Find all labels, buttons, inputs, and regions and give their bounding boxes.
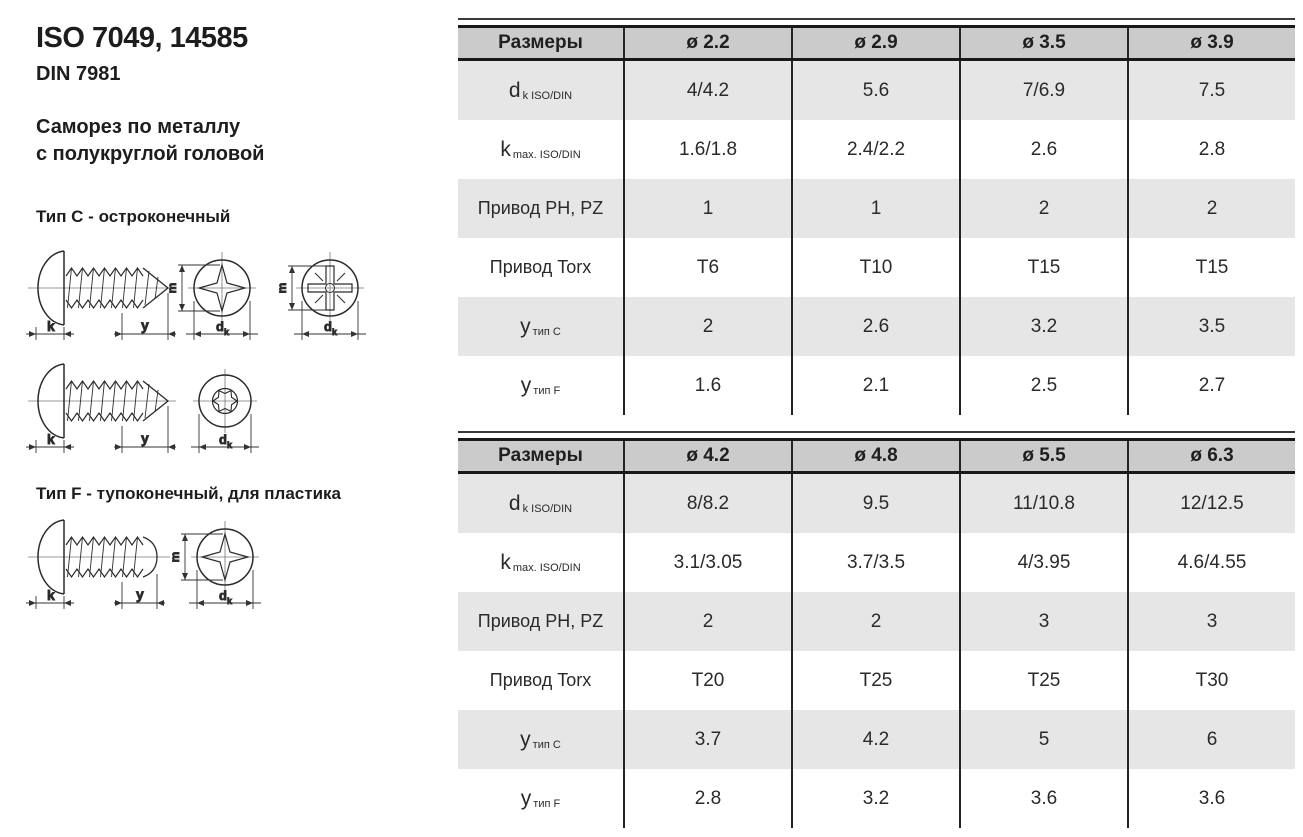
row-label-symbol: k — [500, 137, 511, 161]
header-cell-diameter: ø 5.5 — [959, 441, 1127, 471]
dim-label-y: y — [141, 317, 149, 333]
table-cell: 12/12.5 — [1127, 474, 1295, 533]
table-cell: T10 — [791, 238, 959, 297]
dim-label-y: y — [136, 586, 144, 602]
table-cell: 2 — [623, 592, 791, 651]
row-dk — [458, 474, 1295, 533]
table-cell: 3.2 — [791, 769, 959, 828]
table-cell: 2 — [1127, 179, 1295, 238]
table-cell: T25 — [791, 651, 959, 710]
row-label-subscript: тип C — [532, 738, 561, 751]
row-label-symbol: y — [520, 373, 532, 397]
table-cell: 1.6 — [623, 356, 791, 415]
row-label-symbol: y — [520, 786, 532, 810]
row-label — [458, 356, 623, 415]
table-cell: 2.6 — [791, 297, 959, 356]
product-subtitle — [36, 114, 264, 168]
row-label-symbol: y — [520, 314, 531, 338]
row-kmax — [458, 533, 1295, 592]
row-dk — [458, 61, 1295, 120]
header-cell-diameter: ø 3.5 — [959, 28, 1127, 58]
table-cell: 8/8.2 — [623, 474, 791, 533]
table-cell: 2.1 — [791, 356, 959, 415]
torx-screw-drawing — [30, 356, 290, 456]
row-label-symbol: y — [520, 727, 531, 751]
row-label-subscript: тип F — [533, 384, 561, 397]
dimension-k — [26, 318, 74, 340]
table-cell: 7.5 — [1127, 61, 1295, 120]
table-cell: 3 — [1127, 592, 1295, 651]
type-f-heading: Тип F - тупоконечный, для пластика — [36, 484, 341, 503]
row-label-text: Привод Torx — [489, 670, 592, 690]
table-cell: 4.6/4.55 — [1127, 533, 1295, 592]
table-cell: 2 — [791, 592, 959, 651]
row-label — [458, 297, 623, 356]
dim-label-d: d — [219, 432, 227, 447]
row-label-subscript: тип C — [532, 325, 561, 338]
row-kmax — [458, 120, 1295, 179]
header-cell-diameter: ø 6.3 — [1127, 441, 1295, 471]
table-cell: 3.1/3.05 — [623, 533, 791, 592]
drawing-type-f — [30, 512, 290, 617]
row-label-subscript: max. ISO/DIN — [512, 148, 581, 161]
dim-label-d-sub: k — [227, 440, 233, 450]
row-drive-ph-pz — [458, 179, 1295, 238]
table-cell: 5.6 — [791, 61, 959, 120]
row-label-symbol: d — [508, 491, 521, 515]
header-cell-sizes: Размеры — [498, 32, 583, 53]
row-label — [458, 179, 623, 238]
row-label-text: Привод PH, PZ — [477, 611, 604, 631]
table-cell: 1 — [623, 179, 791, 238]
dim-label-k: k — [47, 587, 55, 603]
row-label — [458, 592, 623, 651]
table-cell: T25 — [959, 651, 1127, 710]
table-cell: 2 — [623, 297, 791, 356]
dim-label-d-sub: k — [224, 327, 230, 337]
table-cell: 2.8 — [1127, 120, 1295, 179]
ph-head-view — [168, 521, 261, 609]
type-c-heading: Тип C - остроконечный — [36, 207, 231, 226]
dim-label-d-sub: k — [332, 327, 338, 337]
table-cell: 11/10.8 — [959, 474, 1127, 533]
dim-label-k: k — [47, 431, 55, 447]
table-cell: 1 — [791, 179, 959, 238]
dim-label-m: m — [275, 282, 289, 294]
dim-label-y: y — [141, 430, 149, 446]
dim-label-k: k — [47, 318, 55, 334]
page-title: ISO 7049, 14585 — [36, 22, 248, 54]
standard-din: DIN 7981 — [36, 63, 121, 85]
table-cell: 3.5 — [1127, 297, 1295, 356]
table-cell: T20 — [623, 651, 791, 710]
row-label — [458, 238, 623, 297]
dim-label-d: d — [216, 319, 224, 334]
product-subtitle-line1: Саморез по металлу — [36, 116, 241, 138]
row-drive-ph-pz — [458, 592, 1295, 651]
header-cell-diameter: ø 3.9 — [1127, 28, 1295, 58]
header-cell-diameter: ø 4.8 — [791, 441, 959, 471]
row-label — [458, 61, 623, 120]
row-label-text: Привод Torx — [489, 257, 592, 277]
row-label — [458, 710, 623, 769]
thread-bottom — [66, 569, 143, 577]
table-cell: 4/4.2 — [623, 61, 791, 120]
row-label-symbol: k — [500, 550, 511, 574]
row-y-type-c — [458, 710, 1295, 769]
row-label-subscript: тип F — [533, 797, 561, 810]
screw-side-view — [28, 251, 176, 325]
ph-head-view — [165, 252, 258, 340]
row-label — [458, 474, 623, 533]
row-label — [458, 120, 623, 179]
type-f-screw-drawing — [30, 512, 290, 617]
table-cell: 3.7/3.5 — [791, 533, 959, 592]
size-table-small-diameters — [458, 18, 1295, 415]
row-label — [458, 769, 623, 828]
row-label-subscript: k ISO/DIN — [522, 502, 573, 515]
table-cell: T30 — [1127, 651, 1295, 710]
dimension-k — [26, 587, 74, 609]
row-label-text: Привод PH, PZ — [477, 198, 604, 218]
header-cell-sizes: Размеры — [498, 445, 583, 466]
table-cell: T6 — [623, 238, 791, 297]
row-y-type-c — [458, 297, 1295, 356]
pz-head-view — [275, 252, 366, 340]
type-c-screw-drawing — [30, 243, 390, 343]
row-drive-torx — [458, 238, 1295, 297]
header-cell-diameter: ø 2.9 — [791, 28, 959, 58]
dim-label-m: m — [165, 282, 179, 294]
table-cell: 5 — [959, 710, 1127, 769]
table-cell: 7/6.9 — [959, 61, 1127, 120]
table-cell: 2.7 — [1127, 356, 1295, 415]
table-cell: 3.7 — [623, 710, 791, 769]
header-cell-diameter: ø 4.2 — [623, 441, 791, 471]
dim-label-m: m — [168, 551, 182, 563]
row-label-subscript: max. ISO/DIN — [512, 561, 581, 574]
table-cell: 6 — [1127, 710, 1295, 769]
table-cell: 2.5 — [959, 356, 1127, 415]
dimension-y — [114, 574, 165, 609]
row-label — [458, 651, 623, 710]
table-cell: 2.6 — [959, 120, 1127, 179]
header-cell-diameter: ø 2.2 — [623, 28, 791, 58]
row-label — [458, 533, 623, 592]
product-subtitle-line2: с полукруглой головой — [36, 143, 265, 165]
table-cell: 3.2 — [959, 297, 1127, 356]
table-cell: T15 — [959, 238, 1127, 297]
dim-label-d-sub: k — [227, 596, 233, 606]
table-cell: 2.8 — [623, 769, 791, 828]
table-header-row — [458, 25, 1295, 61]
table-cell: 3 — [959, 592, 1127, 651]
screw-side-view — [28, 520, 170, 594]
table-top-rule — [458, 18, 1295, 20]
table-cell: 4.2 — [791, 710, 959, 769]
table-cell: T15 — [1127, 238, 1295, 297]
screw-side-view — [28, 364, 176, 438]
row-y-type-f — [458, 356, 1295, 415]
table-cell: 3.6 — [1127, 769, 1295, 828]
dimension-k — [26, 431, 74, 453]
drawing-type-c-torx — [30, 356, 290, 456]
drawing-type-c-ph-pz — [30, 243, 390, 343]
size-table-large-diameters — [458, 431, 1295, 828]
row-y-type-f — [458, 769, 1295, 828]
row-label-subscript: k ISO/DIN — [522, 89, 573, 102]
table-cell: 4/3.95 — [959, 533, 1127, 592]
table-cell: 9.5 — [791, 474, 959, 533]
dim-label-d: d — [324, 319, 332, 334]
table-cell: 2 — [959, 179, 1127, 238]
table-header-row — [458, 438, 1295, 474]
thread-bottom — [66, 300, 143, 308]
row-label-symbol: d — [508, 78, 521, 102]
thread-bottom — [66, 413, 143, 421]
table-cell: 3.6 — [959, 769, 1127, 828]
torx-head-view — [191, 369, 259, 453]
table-cell: 2.4/2.2 — [791, 120, 959, 179]
row-drive-torx — [458, 651, 1295, 710]
dim-label-d: d — [219, 588, 227, 603]
table-top-rule — [458, 431, 1295, 433]
table-cell: 1.6/1.8 — [623, 120, 791, 179]
